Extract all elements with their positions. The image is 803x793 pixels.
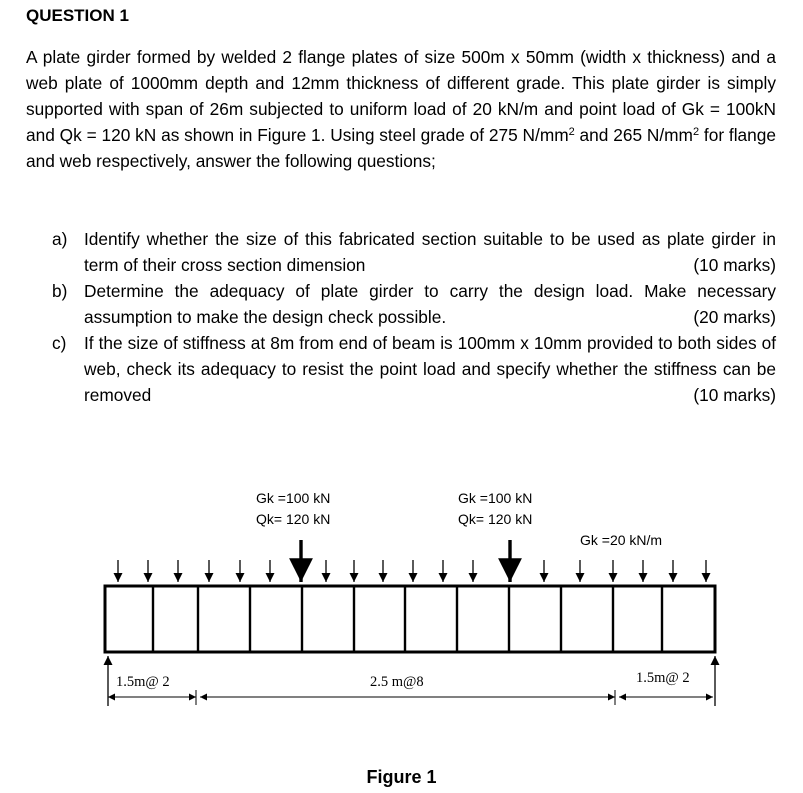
point-load-2-qk: Qk= 120 kN [458,511,533,527]
part-c [52,330,776,408]
figure-caption: Figure 1 [366,767,437,787]
intro-text-3: for flange and web respectively, answer the following questions; [26,125,776,171]
dim-middle-label: 2.5 m@8 [370,674,424,690]
part-c-text: If the size of stiffness at 8m from end of beam is 100mm x 10mm provided to both sides of web, check its adequacy to resist the point load and specify whether the stiffness can be removed [84,333,776,405]
part-a-text: Identify whether the size of this fabricated section suitable to be used as plate girder in term of their cross section dimension [84,229,776,275]
dim-right-label: 1.5m@ 2 [636,670,690,686]
udl-label: Gk =20 kN/m [580,532,663,548]
beam-outline [105,586,715,652]
superscript-2: 2 [692,126,700,138]
part-c-marks: (10 marks) [693,385,776,405]
intro-text-2: and 265 N/mm [574,125,693,145]
part-b-text: Determine the adequacy of plate girder to carry the design load. Make necessary assumption to make the design check possible. [84,281,776,327]
part-b-marks: (20 marks) [693,307,776,327]
part-a [52,226,776,278]
beam-diagram [0,470,803,720]
girder-beam [105,586,715,652]
udl-arrows [118,560,706,582]
part-b-letter: b) [52,281,68,301]
part-a-letter: a) [52,229,68,249]
intro-text-1: A plate girder formed by welded 2 flange plates of size 500m x 50mm (width x thickness) and a web plate of 1000mm depth and 12mm thickness of different grade. This plate girder is simply supported with span of 26m subjected to uniform load of 20 kN/m and point load of Gk = 100kN and Qk = 120 kN as shown in Figure 1. Using steel grade of 275 N/mm [26,47,776,145]
point-load-1-qk: Qk= 120 kN [256,511,331,527]
superscript-1: 2 [568,126,575,138]
point-load-2-gk: Gk =100 kN [458,490,533,506]
dim-left-label: 1.5m@ 2 [116,674,170,690]
dimension-lines [108,690,713,705]
question-parts [52,226,776,408]
part-c-letter: c) [52,333,67,353]
question-intro [26,44,776,174]
question-title: QUESTION 1 [26,6,129,25]
part-a-marks: (10 marks) [693,255,776,275]
point-load-1-gk: Gk =100 kN [256,490,331,506]
part-b [52,278,776,330]
